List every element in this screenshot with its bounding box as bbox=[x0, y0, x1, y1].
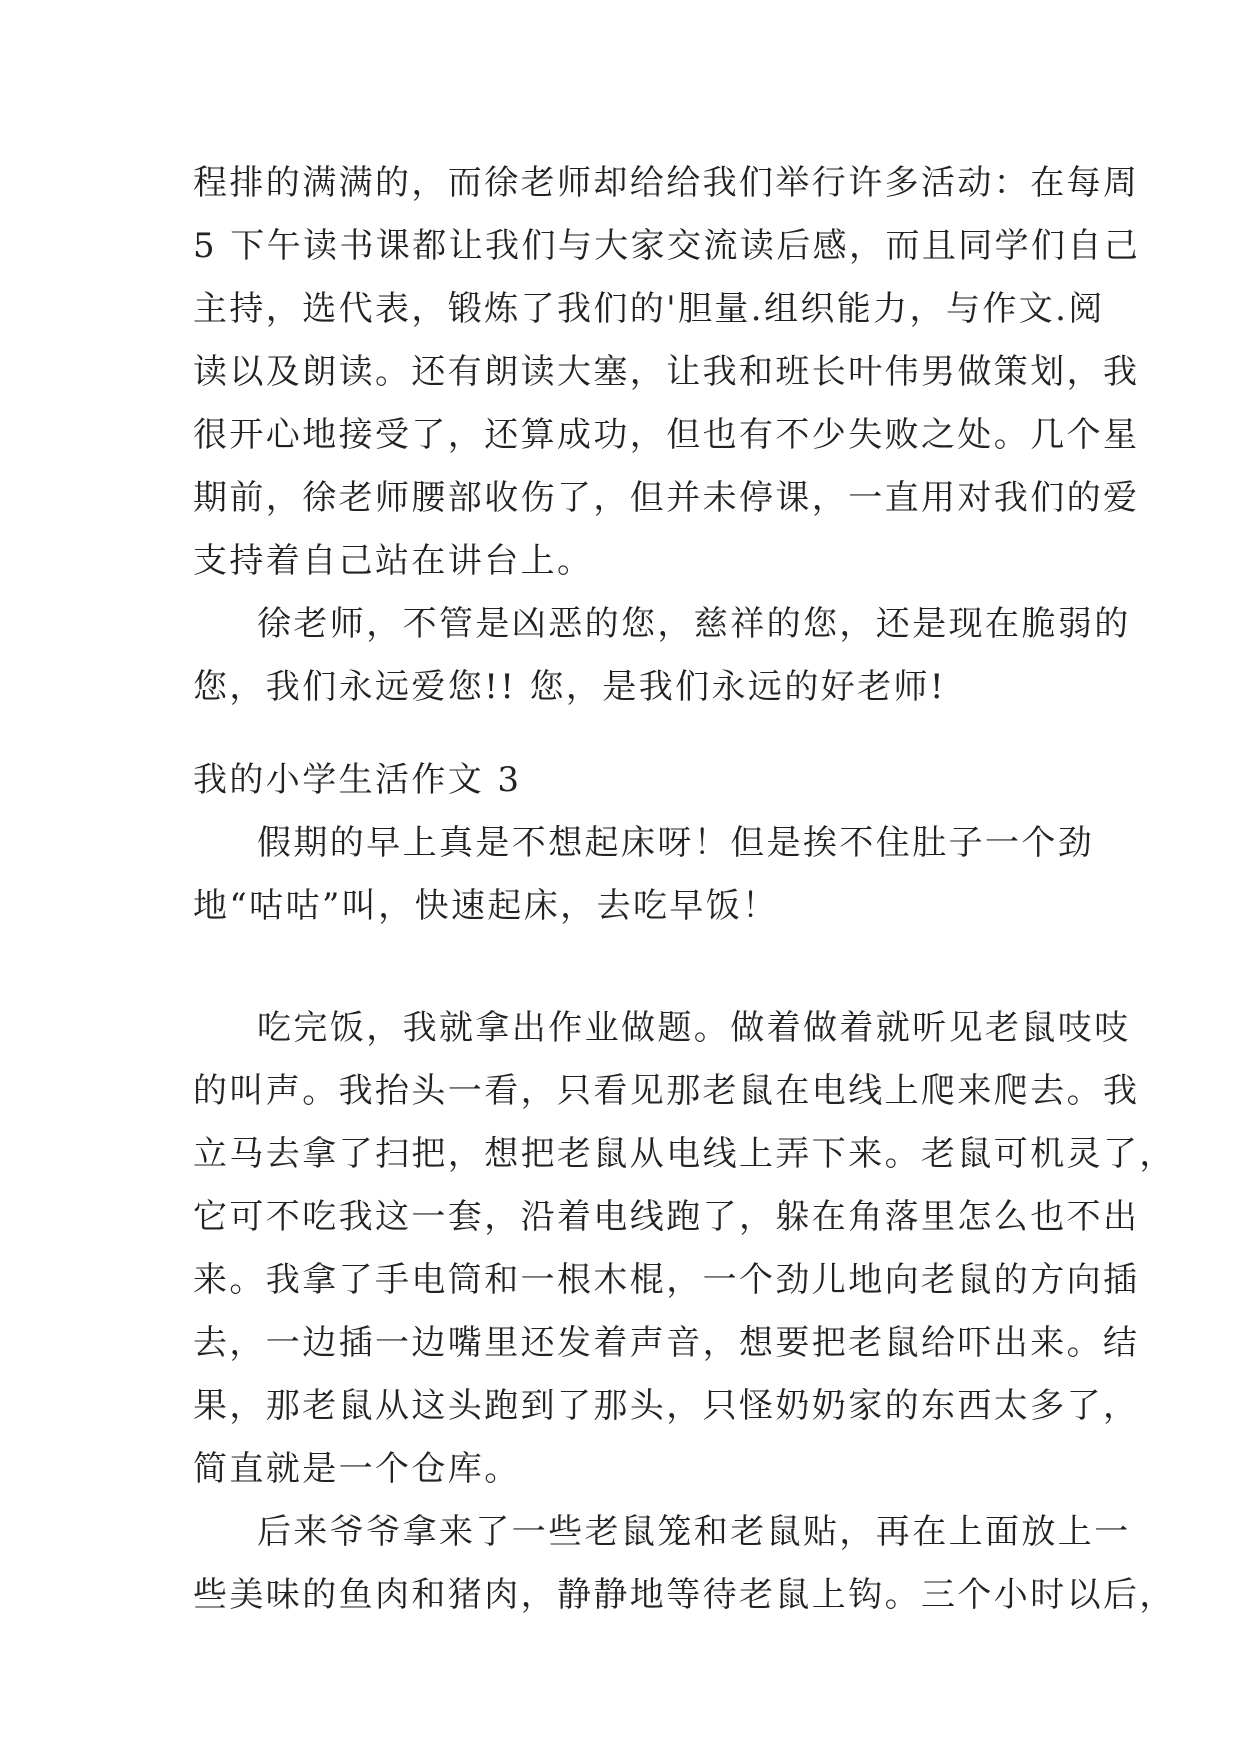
paragraph-4-line-4: 它可不吃我这一套，沿着电线跑了，躲在角落里怎么也不出 bbox=[193, 1197, 1140, 1237]
paragraph-1-line-6: 期前，徐老师腰部收伤了，但并未停课，一直用对我们的爱 bbox=[193, 478, 1140, 518]
paragraph-4-line-2: 的叫声。我抬头一看，只看见那老鼠在电线上爬来爬去。我 bbox=[193, 1071, 1140, 1111]
paragraph-1-line-2: 5 下午读书课都让我们与大家交流读后感，而且同学们自己 bbox=[193, 226, 1141, 266]
paragraph-1-line-3: 主持，选代表，锻炼了我们的'胆量.组织能力，与作文.阅 bbox=[193, 289, 1105, 329]
paragraph-5-line-2: 些美味的鱼肉和猪肉，静静地等待老鼠上钩。三个小时以后， bbox=[193, 1575, 1176, 1615]
section-heading: 我的小学生活作文 3 bbox=[193, 760, 522, 800]
paragraph-4-line-1: 吃完饭，我就拿出作业做题。做着做着就听见老鼠吱吱 bbox=[257, 1008, 1131, 1048]
paragraph-4-line-8: 简直就是一个仓库。 bbox=[193, 1449, 521, 1489]
paragraph-2-line-1: 徐老师，不管是凶恶的您，慈祥的您，还是现在脆弱的 bbox=[257, 604, 1131, 644]
paragraph-4-line-6: 去，一边插一边嘴里还发着声音，想要把老鼠给吓出来。结 bbox=[193, 1323, 1140, 1363]
paragraph-4-line-5: 来。我拿了手电筒和一根木棍，一个劲儿地向老鼠的方向插 bbox=[193, 1260, 1140, 1300]
paragraph-2-line-2: 您，我们永远爱您!! 您，是我们永远的好老师! bbox=[193, 667, 946, 707]
paragraph-4-line-7: 果，那老鼠从这头跑到了那头，只怪奶奶家的东西太多了， bbox=[193, 1386, 1140, 1426]
paragraph-3-line-1: 假期的早上真是不想起床呀！但是挨不住肚子一个劲 bbox=[257, 823, 1095, 863]
paragraph-4-line-3: 立马去拿了扫把，想把老鼠从电线上弄下来。老鼠可机灵了， bbox=[193, 1134, 1176, 1174]
paragraph-5-line-1: 后来爷爷拿来了一些老鼠笼和老鼠贴，再在上面放上一 bbox=[257, 1512, 1131, 1552]
paragraph-1-line-4: 读以及朗读。还有朗读大塞，让我和班长叶伟男做策划，我 bbox=[193, 352, 1140, 392]
paragraph-3-line-2: 地“咕咕”叫，快速起床，去吃早饭！ bbox=[193, 886, 779, 926]
paragraph-1-line-7: 支持着自己站在讲台上。 bbox=[193, 541, 594, 581]
paragraph-1-line-5: 很开心地接受了，还算成功，但也有不少失败之处。几个星 bbox=[193, 415, 1140, 455]
paragraph-1-line-1: 程排的满满的，而徐老师却给给我们举行许多活动：在每周 bbox=[193, 163, 1140, 203]
